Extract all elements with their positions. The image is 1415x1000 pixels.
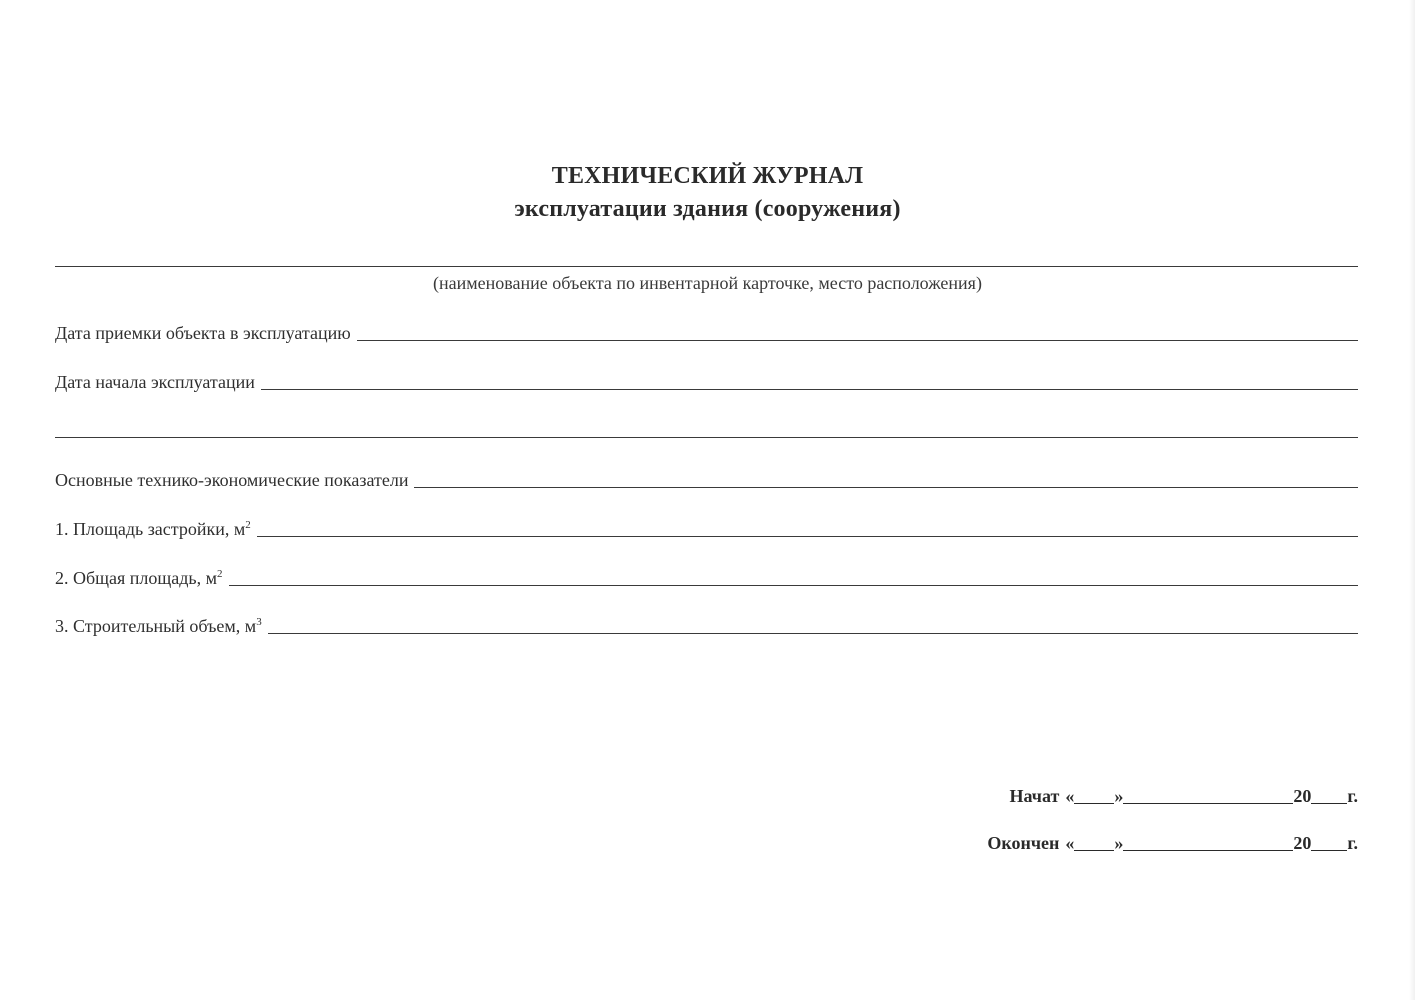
finished-year-suffix: г. [1347,833,1358,853]
start-date-label: Дата начала эксплуатации [55,372,255,392]
finished-century: 20 [1293,833,1312,853]
object-name-line[interactable] [55,266,1358,267]
building-area-field[interactable] [257,536,1358,537]
finished-open-quote: « [1065,833,1075,853]
started-year-suffix: г. [1347,786,1358,806]
volume-label [55,615,268,637]
finished-date-row [987,830,1358,854]
acceptance-date-label: Дата приемки объекта в эксплуатацию [55,323,351,343]
total-area-label [55,567,229,589]
acceptance-date-field[interactable] [357,340,1358,341]
indicators-row [55,465,1358,491]
volume-field[interactable] [268,633,1358,634]
started-century: 20 [1293,786,1312,806]
total-area-row [55,563,1358,589]
start-date-row [55,367,1358,393]
started-month-field[interactable] [1123,803,1293,804]
page-edge-shadow [1409,0,1415,1000]
start-date-continuation-line[interactable] [55,437,1358,438]
started-close-quote: » [1114,786,1124,806]
volume-unit-power: 3 [256,616,262,628]
building-area-unit-power: 2 [245,519,251,531]
finished-label: Окончен [987,833,1060,853]
building-area-label [55,518,257,540]
started-year-field[interactable] [1311,803,1347,804]
start-date-field[interactable] [261,389,1358,390]
title-block [0,160,1415,226]
total-area-unit-power: 2 [217,568,223,580]
volume-row [55,611,1358,637]
building-area-row [55,514,1358,540]
object-name-caption: (наименование объекта по инвентарной карточке, место расположения) [433,273,982,293]
total-area-field[interactable] [229,585,1358,586]
document-subtitle: эксплуатации здания (сооружения) [514,196,901,222]
started-date-row [1010,783,1358,807]
finished-year-field[interactable] [1311,850,1347,851]
finished-close-quote: » [1114,833,1124,853]
volume-text: 3. Строительный объем, м [55,616,257,636]
started-open-quote: « [1065,786,1075,806]
finished-month-field[interactable] [1123,850,1293,851]
document-title: ТЕХНИЧЕСКИЙ ЖУРНАЛ [551,163,864,189]
acceptance-date-row [55,318,1358,344]
indicators-label: Основные технико-экономические показатели [55,470,409,490]
building-area-text: 1. Площадь застройки, м [55,519,246,539]
started-day-field[interactable] [1074,803,1114,804]
finished-day-field[interactable] [1074,850,1114,851]
indicators-field[interactable] [414,487,1358,488]
total-area-text: 2. Общая площадь, м [55,568,218,588]
started-label: Начат [1009,786,1060,806]
